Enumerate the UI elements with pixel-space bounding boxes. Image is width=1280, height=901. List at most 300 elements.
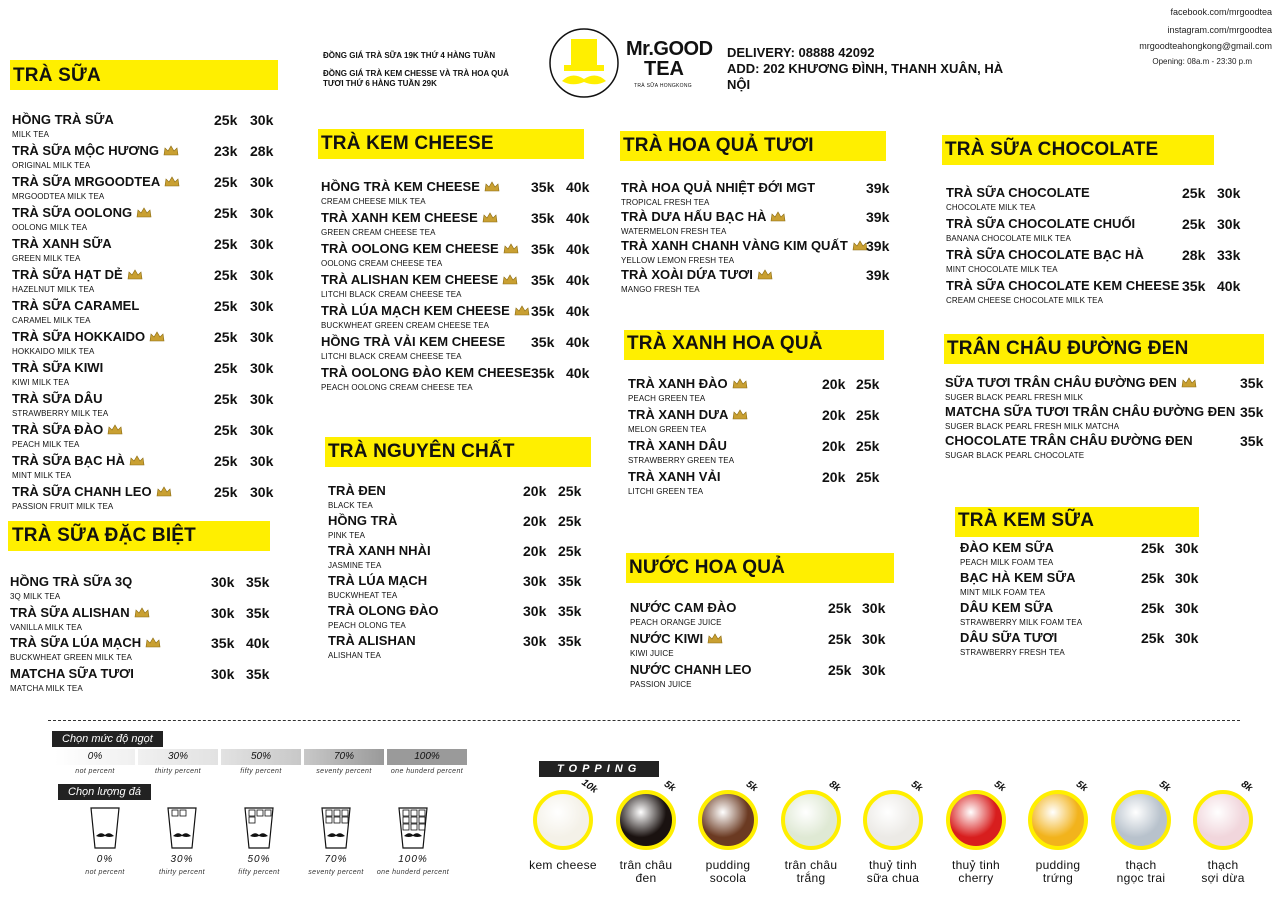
item-name: TRÀ XANH VẢI — [628, 469, 721, 484]
item-subtitle: KIWI MILK TEA — [12, 378, 70, 387]
price-large: 30k — [862, 631, 886, 647]
price-small: 35k — [531, 241, 555, 257]
item-name: TRÀ ĐEN — [328, 483, 386, 498]
item-subtitle: MATCHA MILK TEA — [10, 684, 83, 693]
menu-item-tran-chau — [945, 432, 1193, 460]
price-large: 30k — [250, 205, 274, 221]
item-name: NƯỚC CHANH LEO — [630, 662, 752, 677]
price-small: 35k — [1240, 404, 1264, 420]
menu-item-kem-sua — [960, 569, 1076, 597]
menu-item-kem-cheese — [321, 209, 498, 237]
price-large: 30k — [1175, 540, 1199, 556]
menu-item-hoa-qua-tuoi — [621, 237, 868, 265]
topping-name: pudding trứng — [1035, 858, 1081, 885]
item-name: DÂU KEM SỮA — [960, 600, 1054, 615]
price-small: 39k — [866, 209, 890, 225]
ice-level-value: 50% — [247, 854, 271, 865]
item-name: TRÀ XANH KEM CHEESE — [321, 210, 478, 225]
item-subtitle: ORIGINAL MILK TEA — [12, 161, 91, 170]
item-subtitle: CREAM CHEESE MILK TEA — [321, 197, 426, 206]
topping-name: thạch sợi dừa — [1201, 858, 1245, 885]
topping-image[interactable] — [1028, 790, 1088, 850]
item-subtitle: JASMINE TEA — [328, 561, 382, 570]
price-large: 30k — [250, 453, 274, 469]
menu-item-tra-sua — [12, 359, 103, 387]
item-name: TRÀ SỮA CHOCOLATE KEM CHEESE — [946, 278, 1180, 293]
item-subtitle: WATERMELON FRESH TEA — [621, 227, 727, 236]
price-large: 30k — [250, 391, 274, 407]
item-subtitle: PEACH OLONG TEA — [328, 621, 406, 630]
item-subtitle: CREAM CHEESE CHOCOLATE MILK TEA — [946, 296, 1104, 305]
item-subtitle: BLACK TEA — [328, 501, 373, 510]
price-small: 25k — [214, 329, 238, 345]
sugar-level-option[interactable]: 50% — [221, 749, 301, 765]
sugar-level-option[interactable]: 30% — [138, 749, 218, 765]
item-subtitle: MILK TEA — [12, 130, 50, 139]
menu-item-tra-sua — [12, 452, 145, 480]
ice-cup-icon[interactable] — [396, 806, 430, 850]
menu-item-kem-cheese — [321, 178, 500, 206]
price-small: 25k — [1182, 185, 1206, 201]
price-small: 28k — [1182, 247, 1206, 263]
item-subtitle: LITCHI BLACK CREAM CHEESE TEA — [321, 352, 462, 361]
price-large: 40k — [1217, 278, 1241, 294]
crown-icon — [129, 455, 145, 466]
price-large: 40k — [566, 210, 590, 226]
price-small: 20k — [822, 469, 846, 485]
topping-image[interactable] — [1193, 790, 1253, 850]
item-subtitle: CHOCOLATE MILK TEA — [946, 203, 1036, 212]
price-large: 25k — [856, 407, 880, 423]
topping-price: 5k — [991, 778, 1008, 795]
item-name: TRÀ OLONG ĐÀO — [328, 603, 439, 618]
price-small: 35k — [531, 272, 555, 288]
menu-item-tran-chau — [945, 403, 1235, 431]
price-large: 35k — [246, 605, 270, 621]
menu-item-nguyen-chat — [328, 602, 439, 630]
item-name: MATCHA SỮA TƯƠI — [10, 666, 134, 681]
price-large: 30k — [250, 484, 274, 500]
item-name: TRÀ SỮA HẠT DẺ — [12, 267, 123, 282]
brand-logo — [548, 27, 713, 99]
item-subtitle: ALISHAN TEA — [328, 651, 381, 660]
item-name: HỒNG TRÀ VẢI KEM CHEESE — [321, 334, 506, 349]
price-small: 25k — [214, 236, 238, 252]
menu-item-nuoc-hoa-qua — [630, 599, 736, 627]
price-small: 30k — [211, 666, 235, 682]
price-small: 30k — [211, 574, 235, 590]
item-name: TRÀ SỮA DÂU — [12, 391, 103, 406]
item-subtitle: MINT MILK FOAM TEA — [960, 588, 1046, 597]
price-small: 23k — [214, 143, 238, 159]
item-subtitle: STRAWBERRY FRESH TEA — [960, 648, 1065, 657]
crown-icon — [484, 181, 500, 192]
item-subtitle: PEACH OOLONG CREAM CHEESE TEA — [321, 383, 473, 392]
logo-text-top: Mr.GOOD — [626, 38, 713, 60]
email-link[interactable]: mrgoodteahongkong@gmail.com — [1139, 41, 1272, 51]
instagram-link[interactable]: instagram.com/mrgoodtea — [1167, 25, 1272, 35]
item-name: TRÀ HOA QUẢ NHIỆT ĐỚI MGT — [621, 180, 816, 195]
ice-level-label: not percent — [85, 869, 125, 876]
topping-name: thuỷ tinh cherry — [951, 858, 1001, 885]
menu-item-tra-sua — [12, 111, 114, 139]
price-small: 35k — [531, 334, 555, 350]
price-large: 30k — [250, 112, 274, 128]
section-title-nguyen-chat: TRÀ NGUYÊN CHẤT — [328, 441, 515, 462]
menu-item-tra-sua — [12, 483, 172, 511]
price-small: 35k — [531, 365, 555, 381]
price-small: 30k — [523, 603, 547, 619]
item-name: TRÀ XANH DƯA — [628, 407, 729, 422]
menu-item-tra-sua — [12, 204, 152, 232]
menu-item-tra-sua — [12, 142, 179, 170]
crown-icon — [482, 212, 498, 223]
price-small: 39k — [866, 238, 890, 254]
price-large: 30k — [250, 298, 274, 314]
sugar-level-title: Chọn mức độ ngọt — [52, 731, 163, 747]
price-large: 40k — [566, 303, 590, 319]
item-name: TRÀ OOLONG KEM CHEESE — [321, 241, 499, 256]
menu-item-kem-cheese — [321, 271, 518, 299]
section-title-tran-chau: TRÂN CHÂU ĐƯỜNG ĐEN — [947, 338, 1189, 359]
item-name: HỒNG TRÀ KEM CHEESE — [321, 179, 480, 194]
topping-price: 8k — [826, 778, 843, 795]
topping-image[interactable] — [616, 790, 676, 850]
topping-price: 5k — [1073, 778, 1090, 795]
price-small: 35k — [531, 303, 555, 319]
price-small: 30k — [523, 633, 547, 649]
item-subtitle: BANANA CHOCOLATE MILK TEA — [946, 234, 1071, 243]
crown-icon — [145, 637, 161, 648]
price-large: 30k — [862, 662, 886, 678]
price-small: 20k — [523, 543, 547, 559]
price-small: 25k — [214, 391, 238, 407]
crown-icon — [502, 274, 518, 285]
topping-image[interactable] — [533, 790, 593, 850]
ice-level-label: thirty percent — [158, 869, 206, 876]
price-large: 30k — [862, 600, 886, 616]
item-name: NƯỚC CAM ĐÀO — [630, 600, 737, 615]
item-subtitle: LITCHI BLACK CREAM CHEESE TEA — [321, 290, 462, 299]
section-title-tra-sua: TRÀ SỮA — [13, 65, 101, 86]
item-name: TRÀ ALISHAN — [328, 633, 416, 648]
item-name: TRÀ SỮA ĐÀO — [12, 422, 104, 437]
crown-icon — [732, 378, 748, 389]
menu-item-tra-sua — [12, 297, 139, 325]
price-small: 20k — [523, 513, 547, 529]
price-large: 30k — [250, 360, 274, 376]
price-small: 25k — [1141, 540, 1165, 556]
price-small: 20k — [822, 407, 846, 423]
address-line2: NỘI — [727, 77, 751, 92]
topping-price: 5k — [661, 778, 678, 795]
section-title-dac-biet: TRÀ SỮA ĐẶC BIỆT — [12, 525, 196, 546]
price-large: 30k — [1217, 185, 1241, 201]
menu-item-hoa-qua-tuoi — [621, 208, 786, 236]
item-name: MATCHA SỮA TƯƠI TRÂN CHÂU ĐƯỜNG ĐEN — [945, 404, 1236, 419]
price-small: 30k — [523, 573, 547, 589]
price-large: 25k — [856, 376, 880, 392]
price-large: 35k — [246, 666, 270, 682]
topping-image[interactable] — [946, 790, 1006, 850]
item-name: TRÀ SỮA MỘC HƯƠNG — [12, 143, 160, 158]
topping-name: thạch ngọc trai — [1116, 858, 1166, 885]
crown-icon — [127, 269, 143, 280]
crown-icon — [149, 331, 165, 342]
sugar-level-label: fifty percent — [240, 768, 282, 775]
item-subtitle: STRAWBERRY GREEN TEA — [628, 456, 735, 465]
price-small: 35k — [531, 210, 555, 226]
crown-icon — [156, 486, 172, 497]
ice-level-value: 30% — [170, 854, 194, 865]
topping-price: 8k — [1238, 778, 1255, 795]
menu-item-dac-biet — [10, 604, 150, 632]
ice-level-label: fifty percent — [238, 869, 280, 876]
price-large: 40k — [566, 334, 590, 350]
price-small: 20k — [822, 376, 846, 392]
price-large: 30k — [250, 174, 274, 190]
price-small: 30k — [211, 605, 235, 621]
item-subtitle: TROPICAL FRESH TEA — [621, 198, 710, 207]
sugar-level-label: not percent — [75, 768, 115, 775]
sugar-level-label: one hunderd percent — [390, 768, 464, 775]
item-name: HỒNG TRÀ SỮA 3Q — [10, 574, 133, 589]
price-small: 20k — [523, 483, 547, 499]
menu-item-chocolate — [946, 184, 1090, 212]
topping-title: TOPPING — [539, 761, 659, 777]
item-subtitle: SUGER BLACK PEARL FRESH MILK — [945, 393, 1084, 402]
item-subtitle: SUGAR BLACK PEARL CHOCOLATE — [945, 451, 1085, 460]
item-subtitle: STRAWBERRY MILK FOAM TEA — [960, 618, 1083, 627]
menu-item-xanh-hoa-qua — [628, 468, 720, 496]
crown-icon — [757, 269, 773, 280]
price-small: 25k — [1141, 570, 1165, 586]
price-large: 40k — [566, 241, 590, 257]
ice-level-title: Chọn lượng đá — [58, 784, 151, 800]
ice-level-label: one hunderd percent — [376, 869, 450, 876]
item-name: TRÀ XANH CHANH VÀNG KIM QUẤT — [621, 238, 848, 253]
price-small: 25k — [214, 112, 238, 128]
item-name: TRÀ OOLONG ĐÀO KEM CHEESE — [321, 365, 532, 380]
menu-item-kem-sua — [960, 629, 1065, 657]
price-small: 25k — [214, 267, 238, 283]
item-subtitle: CARAMEL MILK TEA — [12, 316, 91, 325]
ice-level-value: 100% — [398, 854, 428, 865]
item-subtitle: KIWI JUICE — [630, 649, 674, 658]
item-name: NƯỚC KIWI — [630, 631, 704, 646]
item-subtitle: GREEN MILK TEA — [12, 254, 81, 263]
sugar-level-option[interactable]: 70% — [304, 749, 384, 765]
price-small: 35k — [1240, 433, 1264, 449]
price-large: 40k — [566, 365, 590, 381]
item-name: TRÀ SỮA ALISHAN — [10, 605, 130, 620]
ice-cup-icon[interactable] — [242, 806, 276, 850]
ice-cup-icon[interactable] — [88, 806, 122, 850]
menu-item-tran-chau — [945, 374, 1197, 402]
menu-item-xanh-hoa-qua — [628, 406, 748, 434]
crown-icon — [732, 409, 748, 420]
menu-item-kem-sua — [960, 599, 1082, 627]
crown-icon — [134, 607, 150, 618]
item-subtitle: VANILLA MILK TEA — [10, 623, 83, 632]
item-subtitle: LITCHI GREEN TEA — [628, 487, 704, 496]
section-title-kem-sua: TRÀ KEM SỮA — [958, 510, 1095, 531]
item-name: TRÀ SỮA HOKKAIDO — [12, 329, 146, 344]
section-title-nuoc-hoa-qua: NƯỚC HOA QUẢ — [629, 557, 786, 578]
item-subtitle: PEACH MILK TEA — [12, 440, 80, 449]
item-name: CHOCOLATE TRÂN CHÂU ĐƯỜNG ĐEN — [945, 433, 1193, 448]
topping-price: 5k — [743, 778, 760, 795]
crown-icon — [163, 145, 179, 156]
topping-image[interactable] — [698, 790, 758, 850]
price-large: 35k — [246, 574, 270, 590]
menu-item-chocolate — [946, 215, 1135, 243]
price-large: 25k — [856, 469, 880, 485]
item-subtitle: GREEN CREAM CHEESE TEA — [321, 228, 436, 237]
promo-note-friday-line2: TƯƠI THỨ 6 HÀNG TUẦN 29K — [323, 79, 437, 88]
sugar-level-option[interactable]: 0% — [55, 749, 135, 765]
crown-icon — [164, 176, 180, 187]
ice-cup-icon[interactable] — [165, 806, 199, 850]
item-subtitle: YELLOW LEMON FRESH TEA — [621, 256, 735, 265]
topping-name: trân châu đen — [619, 858, 673, 885]
item-name: TRÀ DƯA HẤU BẠC HÀ — [621, 209, 767, 224]
item-name: SỮA TƯƠI TRÂN CHÂU ĐƯỜNG ĐEN — [945, 375, 1177, 390]
item-name: TRÀ SỮA CHOCOLATE BẠC HÀ — [946, 247, 1144, 262]
item-subtitle: MELON GREEN TEA — [628, 425, 707, 434]
divider — [48, 720, 1240, 721]
price-small: 39k — [866, 267, 890, 283]
price-small: 25k — [214, 174, 238, 190]
price-small: 25k — [214, 298, 238, 314]
price-small: 25k — [1182, 216, 1206, 232]
item-name: TRÀ SỮA KIWI — [12, 360, 104, 375]
menu-item-tra-sua — [12, 390, 108, 418]
price-large: 30k — [250, 422, 274, 438]
price-small: 35k — [211, 635, 235, 651]
item-name: HỒNG TRÀ — [328, 513, 398, 528]
topping-image[interactable] — [781, 790, 841, 850]
item-subtitle: SUGER BLACK PEARL FRESH MILK MATCHA — [945, 422, 1120, 431]
price-small: 25k — [214, 360, 238, 376]
menu-item-kem-sua — [960, 539, 1054, 567]
item-name: ĐÀO KEM SỮA — [960, 540, 1054, 555]
item-subtitle: MINT CHOCOLATE MILK TEA — [946, 265, 1058, 274]
topping-price: 10k — [579, 777, 600, 796]
crown-icon — [707, 633, 723, 644]
menu-item-xanh-hoa-qua — [628, 375, 748, 403]
item-subtitle: STRAWBERRY MILK TEA — [12, 409, 109, 418]
item-subtitle: PASSION FRUIT MILK TEA — [12, 502, 114, 511]
price-large: 35k — [558, 573, 582, 589]
item-name: TRÀ SỮA BẠC HÀ — [12, 453, 125, 468]
item-name: TRÀ SỮA OOLONG — [12, 205, 133, 220]
item-subtitle: PASSION JUICE — [630, 680, 692, 689]
price-small: 25k — [214, 484, 238, 500]
price-large: 35k — [558, 603, 582, 619]
item-name: BẠC HÀ KEM SỮA — [960, 570, 1076, 585]
crown-icon — [503, 243, 519, 254]
price-large: 30k — [1175, 570, 1199, 586]
menu-item-chocolate — [946, 246, 1144, 274]
sugar-level-label: thirty percent — [154, 768, 202, 775]
price-large: 40k — [566, 272, 590, 288]
menu-item-dac-biet — [10, 665, 134, 693]
promo-note-friday-line1: ĐỒNG GIÁ TRÀ KEM CHESSE VÀ TRÀ HOA QUẢ — [323, 69, 509, 78]
price-small: 25k — [828, 600, 852, 616]
item-name: TRÀ SỮA CHANH LEO — [12, 484, 152, 499]
price-large: 30k — [1217, 216, 1241, 232]
topping-image[interactable] — [1111, 790, 1171, 850]
item-subtitle: HAZELNUT MILK TEA — [12, 285, 95, 294]
price-small: 25k — [214, 453, 238, 469]
ice-level-value: 0% — [96, 854, 114, 865]
menu-item-nguyen-chat — [328, 632, 416, 660]
item-subtitle: BUCKWHEAT GREEN MILK TEA — [10, 653, 132, 662]
price-large: 35k — [558, 633, 582, 649]
ice-level-label: seventy percent — [308, 869, 364, 876]
section-title-xanh-hoa-qua: TRÀ XANH HOA QUẢ — [627, 333, 823, 354]
menu-item-kem-cheese — [321, 302, 530, 330]
price-large: 25k — [856, 438, 880, 454]
item-subtitle: MANGO FRESH TEA — [621, 285, 700, 294]
item-subtitle: MRGOODTEA MILK TEA — [12, 192, 105, 201]
topping-image[interactable] — [863, 790, 923, 850]
item-subtitle: OOLONG CREAM CHEESE TEA — [321, 259, 443, 268]
price-large: 40k — [566, 179, 590, 195]
menu-item-kem-cheese — [321, 364, 531, 392]
item-name: TRÀ XOÀI DỨA TƯƠI — [621, 267, 753, 282]
menu-item-nguyen-chat — [328, 572, 427, 600]
menu-item-xanh-hoa-qua — [628, 437, 734, 465]
topping-name: kem cheese — [529, 858, 597, 872]
price-small: 25k — [828, 631, 852, 647]
item-name: TRÀ XANH ĐÀO — [628, 376, 728, 391]
price-large: 30k — [250, 236, 274, 252]
item-subtitle: PEACH MILK FOAM TEA — [960, 558, 1054, 567]
item-subtitle: BUCKWHEAT TEA — [328, 591, 398, 600]
price-large: 25k — [558, 543, 582, 559]
crown-icon — [1181, 377, 1197, 388]
opening-hours: Opening: 08a.m - 23:30 p.m — [1152, 57, 1252, 66]
item-name: TRÀ LÚA MẠCH KEM CHEESE — [321, 303, 510, 318]
price-large: 28k — [250, 143, 274, 159]
sugar-level-option[interactable]: 100% — [387, 749, 467, 765]
price-large: 25k — [558, 483, 582, 499]
item-subtitle: 3Q MILK TEA — [10, 592, 61, 601]
item-name: TRÀ XANH SỮA — [12, 236, 112, 251]
menu-item-nguyen-chat — [328, 482, 386, 510]
topping-name: trân châu trắng — [784, 858, 838, 885]
price-small: 25k — [828, 662, 852, 678]
menu-item-tra-sua — [12, 235, 112, 263]
section-title-hoa-qua-tuoi: TRÀ HOA QUẢ TƯƠI — [623, 135, 814, 156]
price-small: 25k — [1141, 600, 1165, 616]
ice-cup-icon[interactable] — [319, 806, 353, 850]
item-name: HỒNG TRÀ SỮA — [12, 112, 114, 127]
facebook-link[interactable]: facebook.com/mrgoodtea — [1170, 7, 1272, 17]
topping-price: 5k — [908, 778, 925, 795]
price-small: 35k — [531, 179, 555, 195]
item-subtitle: PEACH ORANGE JUICE — [630, 618, 722, 627]
crown-icon — [136, 207, 152, 218]
item-subtitle: MINT MILK TEA — [12, 471, 72, 480]
crown-icon — [514, 305, 530, 316]
menu-item-nguyen-chat — [328, 542, 431, 570]
topping-name: thuỷ tinh sữa chua — [866, 858, 920, 885]
item-name: TRÀ XANH NHÀI — [328, 543, 431, 558]
menu-item-chocolate — [946, 277, 1179, 305]
